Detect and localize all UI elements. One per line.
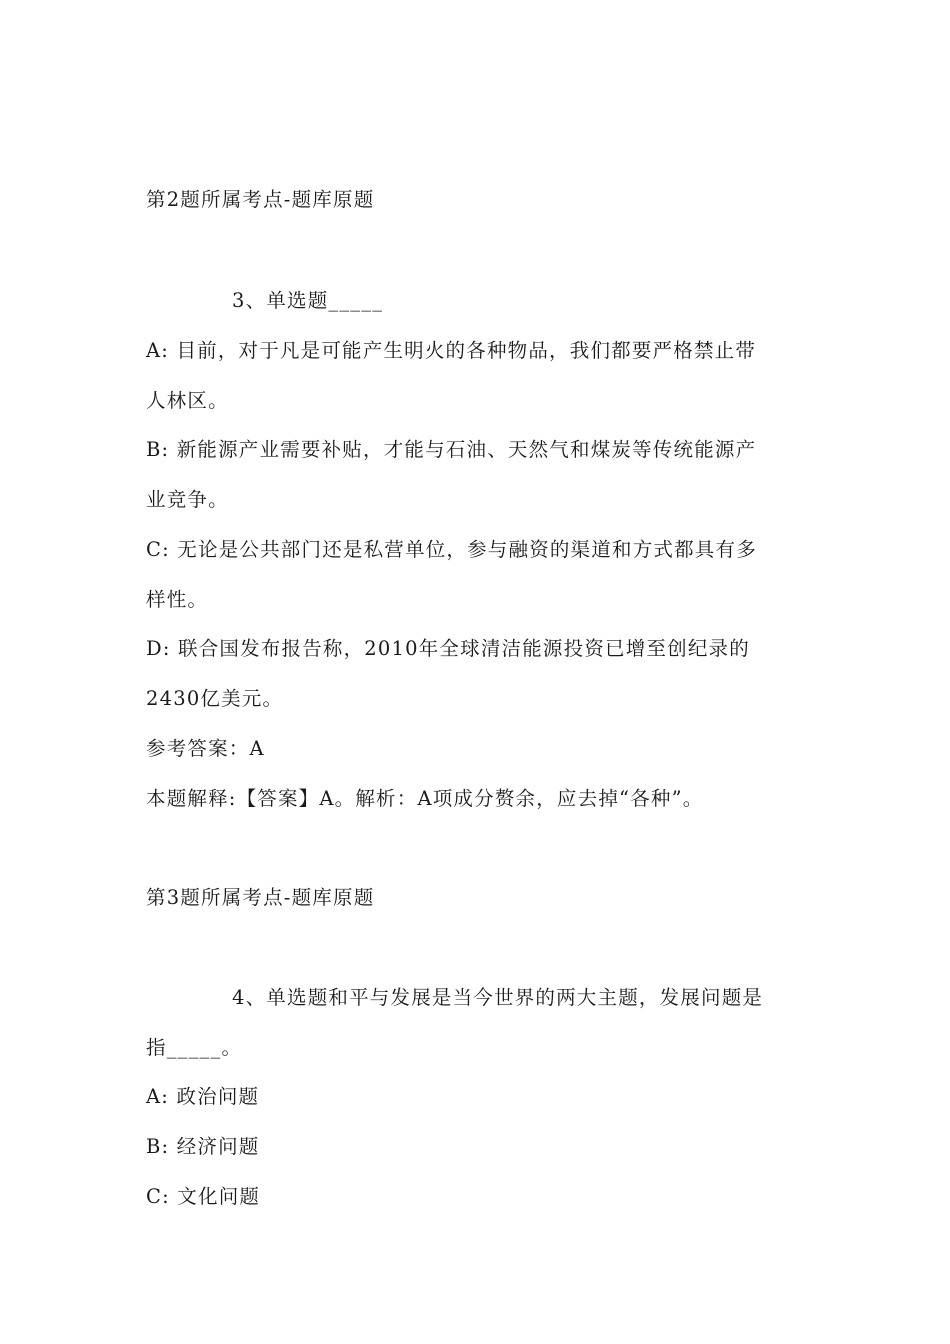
q4-option-a: A: 政治问题: [146, 1085, 260, 1108]
q3-option-c-line1: C: 无论是公共部门还是私营单位，参与融资的渠道和方式都具有多: [146, 538, 757, 561]
q3-stem: 3、单选题_____: [232, 289, 384, 312]
q3-option-b-line1: B: 新能源产业需要补贴，才能与石油、天然气和煤炭等传统能源产: [146, 438, 757, 461]
q4-stem-line1: 4、单选题和平与发展是当今世界的两大主题，发展问题是: [232, 986, 764, 1009]
q4-option-c: C: 文化问题: [146, 1185, 261, 1208]
q4-option-b: B: 经济问题: [146, 1135, 260, 1158]
q2-topic-label: 第2题所属考点-题库原题: [146, 188, 375, 211]
q3-option-d-line1: D: 联合国发布报告称，2010年全球清洁能源投资已增至创纪录的: [146, 637, 750, 660]
q3-option-a-line2: 人林区。: [146, 389, 229, 412]
q3-answer: 参考答案：A: [146, 737, 265, 760]
q3-explanation: 本题解释:【答案】A。解析：A项成分赘余，应去掉“各种”。: [146, 787, 704, 810]
q3-option-d-line2: 2430亿美元。: [146, 687, 284, 710]
q3-option-b-line2: 业竞争。: [146, 488, 229, 511]
q4-stem-line2: 指_____。: [146, 1036, 243, 1059]
q3-option-c-line2: 样性。: [146, 588, 209, 611]
q3-topic-label: 第3题所属考点-题库原题: [146, 886, 375, 909]
q3-option-a-line1: A: 目前，对于凡是可能产生明火的各种物品，我们都要严格禁止带: [146, 339, 757, 362]
